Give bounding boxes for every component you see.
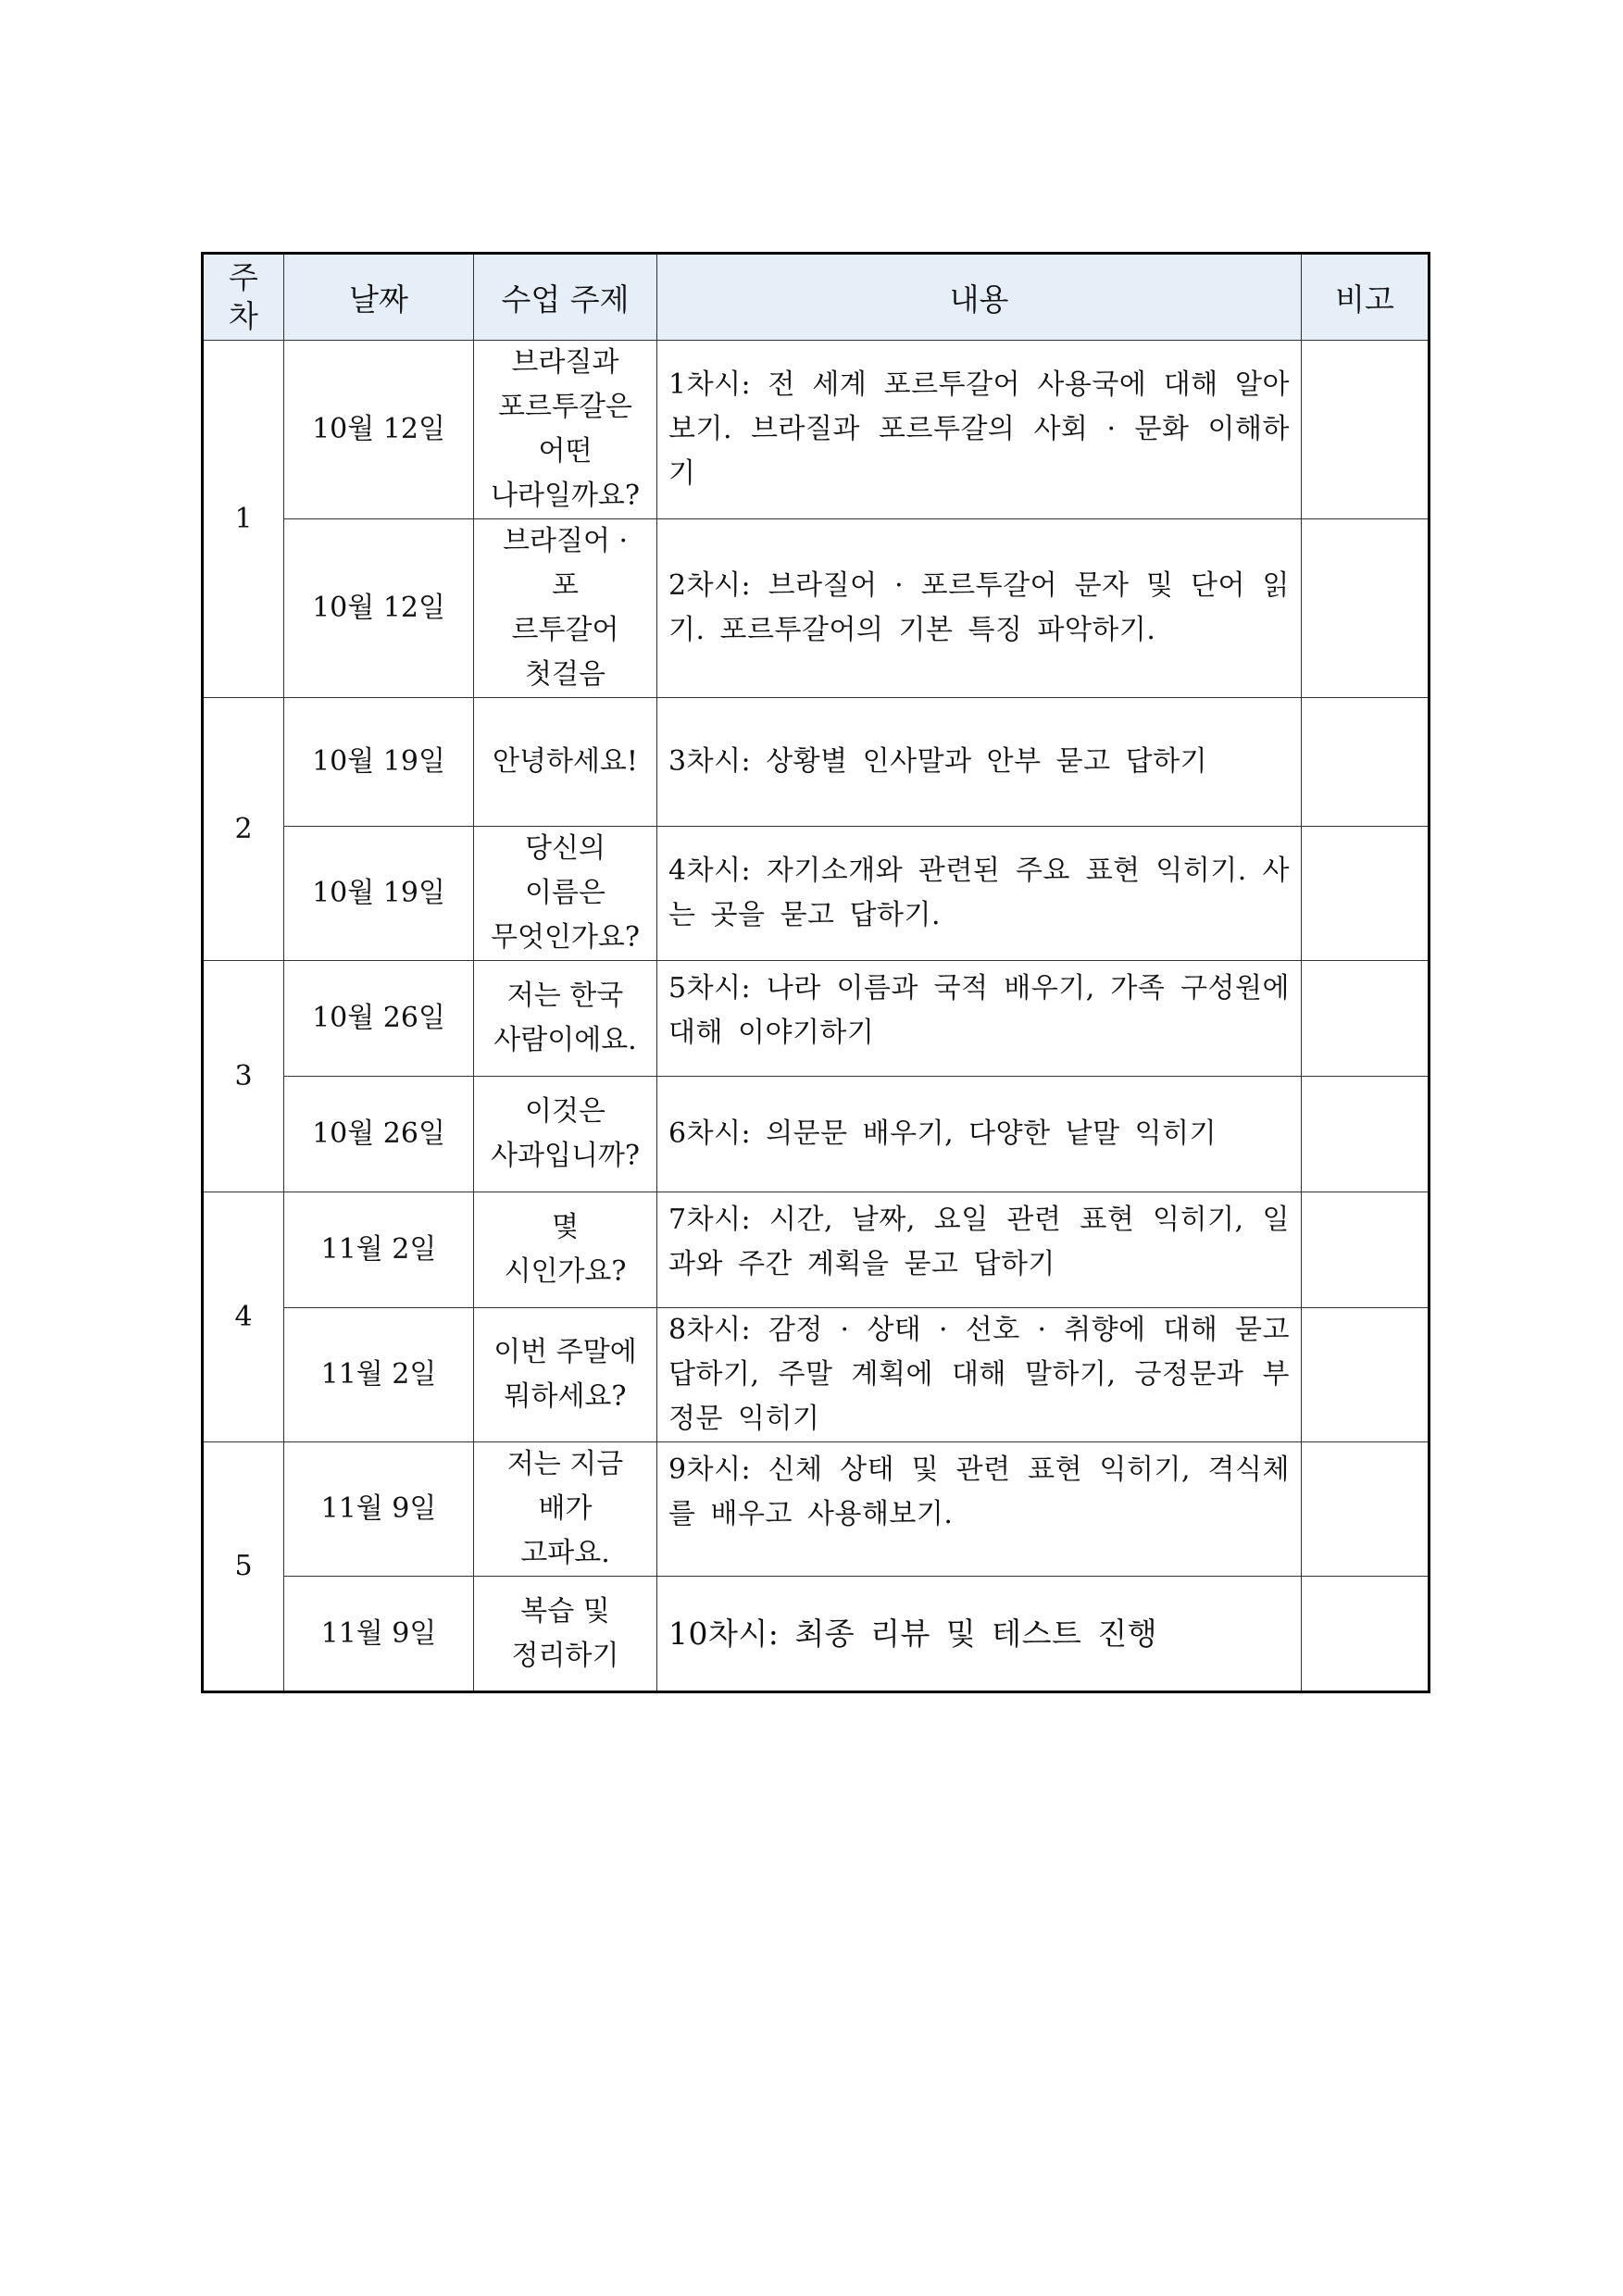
table-row (203, 1442, 1429, 1577)
content-cell: 7차시: 시간, 날짜, 요일 관련 표현 익히기, 일과와 주간 계획을 묻고 답하기 (657, 1192, 1302, 1308)
date-cell: 10월 12일 (284, 519, 474, 698)
topic-cell: 이것은 사과입니까? (474, 1077, 657, 1192)
week-cell: 2 (203, 698, 284, 961)
note-cell (1302, 341, 1429, 519)
content-cell: 6차시: 의문문 배우기, 다양한 낱말 익히기 (657, 1077, 1302, 1192)
header-content: 내용 (657, 254, 1302, 341)
date-cell: 10월 12일 (284, 341, 474, 519)
lesson-schedule-table (201, 252, 1430, 1693)
date-cell: 10월 26일 (284, 1077, 474, 1192)
date-cell: 10월 19일 (284, 698, 474, 827)
date-cell: 11월 2일 (284, 1308, 474, 1442)
note-cell (1302, 1442, 1429, 1577)
date-cell: 11월 9일 (284, 1442, 474, 1577)
note-cell (1302, 961, 1429, 1077)
topic-cell: 당신의 이름은 무엇인가요? (474, 827, 657, 961)
topic-cell: 저는 지금 배가 고파요. (474, 1442, 657, 1577)
table-row (203, 341, 1429, 519)
topic-cell: 브라질어 · 포 르투갈어 첫걸음 (474, 519, 657, 698)
note-cell (1302, 519, 1429, 698)
content-cell: 8차시: 감정 · 상태 · 선호 · 취향에 대해 묻고 답하기, 주말 계획에 대해 말하기, 긍정문과 부정문 익히기 (657, 1308, 1302, 1442)
table-row (203, 1077, 1429, 1192)
content-cell: 1차시: 전 세계 포르투갈어 사용국에 대해 알아보기. 브라질과 포르투갈의 사회 · 문화 이해하기 (657, 341, 1302, 519)
header-date: 날짜 (284, 254, 474, 341)
week-cell: 5 (203, 1442, 284, 1692)
table-row (203, 698, 1429, 827)
header-topic: 수업 주제 (474, 254, 657, 341)
header-week: 주 차 (203, 254, 284, 341)
table-row (203, 1192, 1429, 1308)
date-cell: 11월 2일 (284, 1192, 474, 1308)
topic-cell: 저는 한국 사람이에요. (474, 961, 657, 1077)
topic-cell: 복습 및 정리하기 (474, 1577, 657, 1692)
note-cell (1302, 1308, 1429, 1442)
content-cell: 4차시: 자기소개와 관련된 주요 표현 익히기. 사는 곳을 묻고 답하기. (657, 827, 1302, 961)
week-cell: 3 (203, 961, 284, 1192)
content-cell: 2차시: 브라질어 · 포르투갈어 문자 및 단어 읽기. 포르투갈어의 기본 특징 파악하기. (657, 519, 1302, 698)
date-cell: 10월 26일 (284, 961, 474, 1077)
note-cell (1302, 1192, 1429, 1308)
date-cell: 11월 9일 (284, 1577, 474, 1692)
topic-cell: 브라질과 포르투갈은 어떤 나라일까요? (474, 341, 657, 519)
content-cell: 9차시: 신체 상태 및 관련 표현 익히기, 격식체를 배우고 사용해보기. (657, 1442, 1302, 1577)
note-cell (1302, 1077, 1429, 1192)
date-cell: 10월 19일 (284, 827, 474, 961)
header-row (203, 254, 1429, 341)
table-row (203, 1308, 1429, 1442)
topic-cell: 몇 시인가요? (474, 1192, 657, 1308)
content-cell: 5차시: 나라 이름과 국적 배우기, 가족 구성원에 대해 이야기하기 (657, 961, 1302, 1077)
table-row (203, 519, 1429, 698)
week-cell: 4 (203, 1192, 284, 1442)
content-cell: 3차시: 상황별 인사말과 안부 묻고 답하기 (657, 698, 1302, 827)
table-row (203, 961, 1429, 1077)
topic-cell: 이번 주말에 뭐하세요? (474, 1308, 657, 1442)
header-note: 비고 (1302, 254, 1429, 341)
content-cell: 10차시: 최종 리뷰 및 테스트 진행 (657, 1577, 1302, 1692)
table-row (203, 827, 1429, 961)
week-cell: 1 (203, 341, 284, 698)
topic-cell: 안녕하세요! (474, 698, 657, 827)
note-cell (1302, 827, 1429, 961)
note-cell (1302, 1577, 1429, 1692)
note-cell (1302, 698, 1429, 827)
table-row (203, 1577, 1429, 1692)
